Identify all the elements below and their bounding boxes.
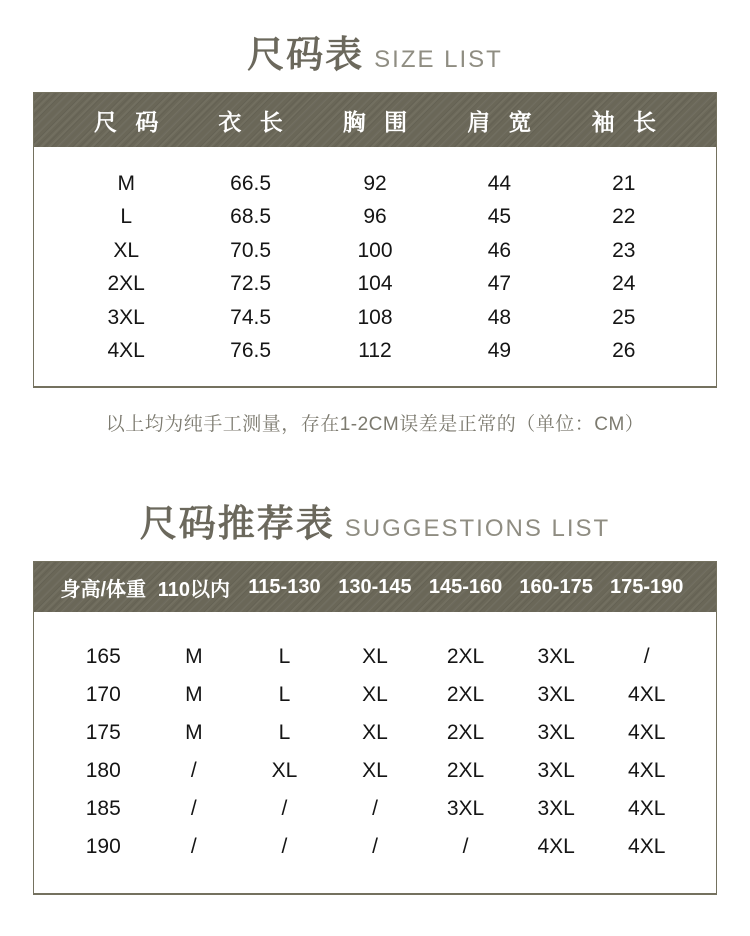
table-cell: 74.5 [230, 305, 272, 329]
table-cell: 70.5 [230, 238, 272, 262]
table-row [64, 93, 686, 147]
table-cell: 92 [363, 171, 387, 195]
table-cell: 104 [357, 272, 393, 296]
table-cell: 76.5 [230, 339, 272, 363]
table-cell: M [185, 683, 203, 706]
table-cell: 4XL [628, 835, 666, 858]
table-cell: 47 [487, 272, 512, 296]
table-cell: 3XL [537, 797, 575, 820]
table-cell: 3XL [537, 721, 575, 744]
table-row [58, 562, 692, 612]
column-header: 胸 围 [342, 108, 414, 135]
size-table-header [34, 93, 716, 147]
table-cell: 165 [85, 645, 121, 668]
table-row [58, 828, 692, 866]
table-cell: XL [362, 759, 388, 782]
table-row [64, 301, 686, 335]
section-spacer [0, 436, 750, 504]
table-cell: XL [362, 645, 388, 668]
table-row [58, 676, 692, 714]
table-cell: 4XL [628, 797, 666, 820]
table-cell: 2XL [446, 683, 485, 706]
table-cell: 2XL [446, 759, 485, 782]
table-cell: L [278, 645, 291, 668]
suggestions-title-cn: 尺码推荐表 [139, 503, 335, 544]
table-cell: / [372, 797, 378, 820]
column-header: 肩 宽 [467, 108, 538, 135]
size-table-body [34, 147, 716, 386]
table-cell: / [462, 835, 469, 858]
table-cell: 180 [85, 759, 121, 782]
table-cell: 4XL [628, 759, 666, 782]
table-cell: 49 [487, 339, 512, 363]
suggestions-table-body [34, 612, 716, 893]
table-cell: 66.5 [230, 171, 272, 195]
table-cell: / [281, 835, 288, 858]
table-cell: / [372, 835, 378, 858]
column-header: 身高/体重 [60, 578, 147, 601]
table-cell: 44 [487, 171, 512, 195]
table-cell: 4XL [628, 683, 666, 706]
table-cell: 3XL [537, 759, 575, 782]
column-header: 尺 码 [94, 108, 165, 135]
measurement-note: 以上均为纯手工测量，存在1-2CM误差是正常的（单位：CM） [105, 414, 645, 435]
table-row [64, 167, 686, 201]
table-cell: 2XL [446, 721, 485, 744]
table-cell: 2XL [446, 645, 485, 668]
table-cell: 4XL [107, 339, 145, 363]
column-header: 145-160 [428, 575, 503, 598]
table-cell: L [278, 683, 291, 706]
table-cell: 3XL [446, 797, 485, 820]
table-cell: 68.5 [230, 205, 272, 229]
table-cell: 46 [487, 238, 512, 262]
size-list-title-cn: 尺码表 [247, 34, 365, 75]
table-cell: / [190, 759, 197, 782]
table-cell: L [278, 721, 291, 744]
table-cell: 170 [85, 683, 121, 706]
table-cell: M [185, 645, 203, 668]
table-cell: 4XL [628, 721, 666, 744]
table-cell: XL [113, 238, 140, 262]
table-row [58, 638, 692, 676]
table-cell: M [185, 721, 203, 744]
table-cell: 72.5 [230, 272, 272, 296]
table-cell: M [117, 171, 135, 195]
size-list-title [0, 35, 750, 75]
table-cell: 3XL [537, 683, 575, 706]
table-cell: / [190, 797, 197, 820]
size-list-title-en: SIZE LIST [374, 46, 503, 73]
table-row [64, 201, 686, 235]
column-header: 袖 长 [591, 108, 662, 135]
column-header: 160-175 [519, 575, 593, 598]
table-cell: 26 [612, 339, 636, 363]
table-cell: 25 [612, 305, 636, 329]
table-cell: 175 [85, 721, 121, 744]
table-cell: 112 [358, 339, 392, 363]
table-cell: 48 [487, 305, 512, 329]
column-header: 115-130 [248, 575, 321, 598]
table-cell: 190 [85, 835, 121, 858]
table-row [58, 714, 692, 752]
column-header: 衣 长 [218, 108, 289, 135]
suggestions-title [0, 504, 750, 544]
table-cell: 22 [612, 205, 636, 229]
table-cell: 24 [612, 272, 636, 296]
table-cell: 4XL [537, 835, 575, 858]
table-cell: / [643, 645, 650, 668]
table-cell: 185 [85, 797, 121, 820]
table-row [58, 752, 692, 790]
suggestions-table-header [34, 562, 716, 612]
table-cell: 108 [357, 305, 393, 329]
table-cell: 2XL [107, 272, 145, 296]
suggestions-title-en: SUGGESTIONS LIST [344, 515, 611, 542]
table-row [58, 790, 692, 828]
table-cell: 23 [612, 238, 636, 262]
column-header: 110以内 [157, 578, 230, 601]
table-row [64, 268, 686, 302]
table-cell: XL [362, 721, 388, 744]
table-cell: 100 [357, 238, 393, 262]
column-header: 130-145 [338, 575, 412, 598]
table-cell: 3XL [537, 645, 575, 668]
table-cell: 96 [363, 205, 387, 229]
table-row [64, 234, 686, 268]
table-cell: 3XL [107, 305, 145, 329]
suggestions-table [33, 561, 717, 895]
column-header: 175-190 [610, 575, 684, 598]
table-row [64, 335, 686, 369]
table-cell: XL [362, 683, 388, 706]
table-cell: XL [271, 759, 298, 782]
size-table [33, 92, 717, 388]
table-cell: L [120, 205, 133, 229]
table-cell: 45 [487, 205, 512, 229]
table-cell: / [190, 835, 197, 858]
table-cell: / [281, 797, 288, 820]
table-cell: 21 [612, 171, 636, 195]
